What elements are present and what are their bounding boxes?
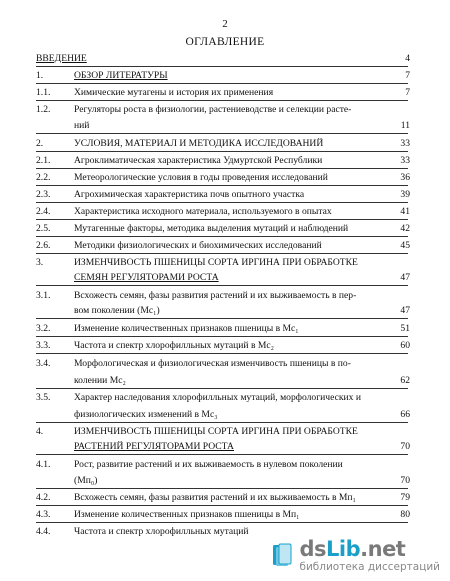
watermark [271, 537, 440, 573]
toc-entry-text: Изменение количественных признаков пшеницы в Мс₁ [74, 323, 299, 334]
toc-entry-number: 3.4. [36, 358, 51, 369]
divider [36, 318, 408, 319]
toc-entry-text: Мутагенные факторы, методика выделения мутаций и наблюдений [74, 223, 349, 234]
toc-entry-number: 3.5. [36, 392, 51, 403]
watermark-subtitle: библиотека диссертаций [299, 561, 440, 573]
toc-entry-text: Частота и спектр хлорофилльных мутаций в Мс₂ [74, 340, 275, 351]
toc-entry-page: 70 [400, 475, 410, 486]
toc-entry-page: 7 [405, 70, 410, 81]
toc-entry-page: 51 [400, 323, 410, 334]
toc-entry-text: Изменение количественных признаков пшеницы в Мп₁ [74, 509, 300, 520]
divider [36, 219, 408, 220]
toc-entry-number: 4.2. [36, 492, 51, 503]
toc-entry-number: 4.1. [36, 459, 51, 470]
divider [36, 253, 408, 254]
toc-entry-page: 47 [400, 272, 410, 283]
divider [36, 336, 408, 337]
toc-entry-page: 11 [400, 120, 410, 131]
watermark-text [299, 537, 440, 573]
toc-entry-text: Всхожесть семян, фазы развития растений и их выживаемость в пер- [74, 290, 357, 301]
toc-heading: ОГЛАВЛЕНИЕ [185, 36, 265, 48]
divider [36, 83, 408, 84]
divider [36, 151, 408, 152]
divider [36, 353, 408, 354]
toc-entry-page: 70 [400, 441, 410, 452]
toc-entry-text-cont: ний [74, 120, 90, 131]
toc-entry-text: Методики физиологических и биохимических исследований [74, 240, 322, 251]
toc-entry-text: Морфологическая и физиологическая изменчивость пшеницы в по- [74, 358, 351, 369]
toc-entry-page: 42 [400, 223, 410, 234]
toc-entry-page: 33 [400, 155, 410, 166]
toc-entry-text-cont: вом поколении (Мс₁) [74, 305, 160, 316]
toc-entry-number: 2.6. [36, 240, 51, 251]
book-icon [271, 542, 293, 568]
toc-entry-page: 7 [405, 87, 410, 98]
toc-entry-text: Метеорологические условия в годы проведения исследований [74, 172, 328, 183]
toc-entry-text: ОБЗОР ЛИТЕРАТУРЫ [74, 70, 168, 81]
divider [36, 505, 408, 506]
divider [36, 133, 408, 134]
toc-entry-text: Регуляторы роста в физиологии, растениеводстве и селекции расте- [74, 104, 352, 115]
toc-entry-number: 2.5. [36, 223, 51, 234]
toc-entry-number: 2.4. [36, 206, 51, 217]
toc-entry-number: 4. [36, 426, 44, 437]
toc-entry-text: ИЗМЕНЧИВОСТЬ ПШЕНИЦЫ СОРТА ИРГИНА ПРИ ОБРАБОТКЕ [74, 426, 358, 437]
toc-entry-text-cont: колении Мс₂ [74, 375, 126, 386]
toc-entry-number: 2.3. [36, 189, 51, 200]
toc-entry-number: 1.2. [36, 104, 51, 115]
divider [36, 168, 408, 169]
toc-entry-text: ВВЕДЕНИЕ [36, 53, 87, 64]
toc-entry-page: 80 [400, 509, 410, 520]
toc-entry-page: 47 [400, 305, 410, 316]
toc-entry-number: 2.2. [36, 172, 51, 183]
toc-entry-text: Характеристика исходного материала, используемого в опытах [74, 206, 332, 217]
toc-entry-number: 3.1. [36, 290, 51, 301]
toc-entry-page: 36 [400, 172, 410, 183]
toc-entry-text: Рост, развитие растений и их выживаемость в нулевом поколении [74, 459, 343, 470]
toc-entry-page: 79 [400, 492, 410, 503]
divider [36, 202, 408, 203]
watermark-logo: dsLib.net [299, 537, 406, 561]
divider [36, 100, 408, 101]
toc-entry-page: 60 [400, 340, 410, 351]
toc-entry-text: Химические мутагены и история их применения [74, 87, 274, 98]
page-number: 2 [222, 18, 228, 30]
toc-entry-text: УСЛОВИЯ, МАТЕРИАЛ И МЕТОДИКА ИССЛЕДОВАНИЙ [74, 138, 324, 149]
toc-entry-number: 4.4. [36, 526, 51, 537]
toc-entry-text-cont: СЕМЯН РЕГУЛЯТОРАМИ РОСТА [74, 272, 219, 283]
toc-entry-number: 2. [36, 138, 44, 149]
toc-entry-number: 3.3. [36, 340, 51, 351]
toc-entry-text: Агрохимическая характеристика почв опытного участка [74, 189, 305, 200]
toc-entry-page: 41 [400, 206, 410, 217]
toc-entry-number: 1.1. [36, 87, 51, 98]
toc-entry-number: 3. [36, 257, 44, 268]
toc-entry-number: 4.3. [36, 509, 51, 520]
toc-entry-text: Характер наследования хлорофилльных мутаций, морфологических и [74, 392, 362, 403]
toc-entry-number: 1. [36, 70, 44, 81]
toc-entry-page: 45 [400, 240, 410, 251]
divider [36, 422, 408, 423]
divider [36, 522, 408, 523]
divider [36, 236, 408, 237]
toc-entry-page: 66 [400, 409, 410, 420]
toc-entry-text: Всхожесть семян, фазы развития растений и их выживаемость в Мп₁ [74, 492, 356, 503]
divider [36, 488, 408, 489]
toc-entry-text-cont: РАСТЕНИЙ РЕГУЛЯТОРАМИ РОСТА [74, 441, 234, 452]
toc-entry-page: 4 [405, 53, 410, 64]
toc-entry-number: 2.1. [36, 155, 51, 166]
toc-entry-text-cont: (Мп₀) [74, 475, 98, 486]
toc-entry-text-cont: физиологических изменений в Мс₃ [74, 409, 218, 420]
toc-entry-page: 62 [400, 375, 410, 386]
toc-entry-page: 33 [400, 138, 410, 149]
toc-entry-page: 39 [400, 189, 410, 200]
divider [36, 285, 408, 286]
toc-entry-text: Агроклиматическая характеристика Удмуртской Республики [74, 155, 323, 166]
divider [36, 388, 408, 389]
divider [36, 185, 408, 186]
toc-entry-text: Частота и спектр хлорофилльных мутаций [74, 526, 249, 537]
toc-entry-text: ИЗМЕНЧИВОСТЬ ПШЕНИЦЫ СОРТА ИРГИНА ПРИ ОБРАБОТКЕ [74, 257, 358, 268]
toc-entry-number: 3.2. [36, 323, 51, 334]
divider [36, 454, 408, 455]
divider [36, 66, 408, 67]
